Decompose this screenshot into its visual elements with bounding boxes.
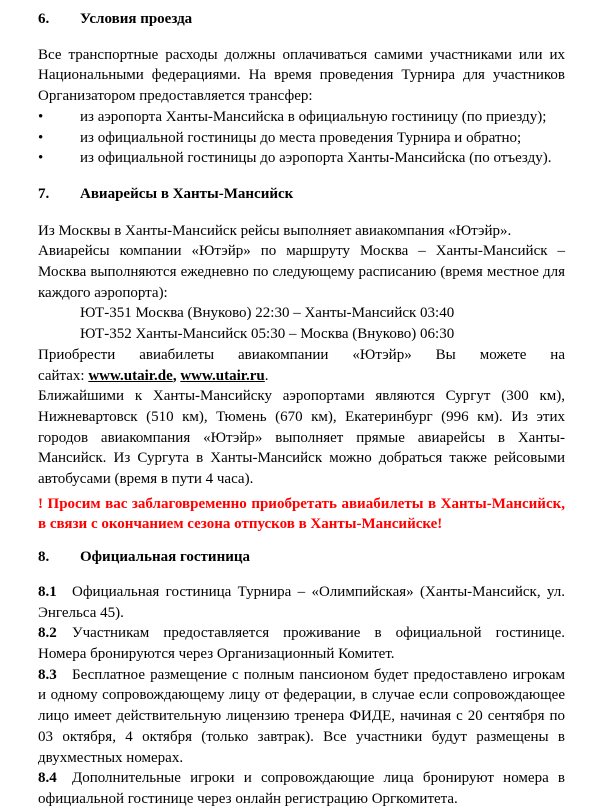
flight-schedule-line: ЮТ-352 Ханты-Мансийск 05:30 – Москва (Внуково) 06:30	[80, 326, 455, 343]
hotel-item-8-3	[38, 665, 565, 769]
transfer-bullet-item	[38, 107, 565, 128]
transfer-bullet-text: из официальной гостиницы до аэропорта Ханты-Мансийска (по отъезду).	[80, 150, 552, 167]
item-number: 8.4	[38, 770, 57, 787]
sites-label-text: сайтах:	[38, 367, 89, 384]
item-text: Бесплатное размещение с полным пансионом будет предоставлено игрокам и одному сопровождающему лицу от федерации, в случае если сопровождающее лицо имеет действительную лицензию тренера ФИДЕ, начиная с 20 сентября по 03 октября, 4 октября (только завтрак). Все участники будут размещены в двухместных номерах.	[38, 666, 565, 766]
flight-schedule-line: ЮТ-351 Москва (Внуково) 22:30 – Ханты-Мансийск 03:40	[80, 305, 455, 322]
section-8-number: 8.	[38, 549, 50, 566]
bullet-marker-icon: •	[38, 150, 44, 167]
tickets-sites-group	[38, 368, 269, 384]
transfer-bullet-item	[38, 148, 565, 169]
moscow-flights-paragraph: Из Москвы в Ханты-Мансийск рейсы выполняет авиакомпания «Ютэйр».	[38, 222, 512, 239]
schedule-intro-paragraph: Авиарейсы компании «Ютэйр» по маршруту Москва – Ханты-Мансийск – Москва выполняются ежедневно по следующему расписанию (время местное для каждого аэропорта):	[38, 243, 565, 301]
section-8-heading	[38, 547, 565, 568]
section-7-number: 7.	[38, 185, 50, 202]
item-text: Участникам предоставляется проживание в официальной гостинице. Номера бронируются через Организационный Комитет.	[38, 625, 565, 662]
tickets-paragraph	[38, 345, 565, 386]
item-number: 8.1	[38, 583, 57, 600]
bullet-marker-icon: •	[38, 108, 44, 125]
section-6-title: Условия проезда	[80, 11, 193, 27]
section-8-title: Официальная гостиница	[80, 549, 250, 566]
transfer-bullet-text: из аэропорта Ханты-Мансийска в официальную гостиницу (по приезду);	[80, 108, 547, 125]
hotel-item-8-2	[38, 623, 565, 664]
tickets-warning-text: ! Просим вас заблаговременно приобретать авиабилеты в Ханты-Мансийск, в связи с окончанием сезона отпусков в Ханты-Мансийске!	[38, 495, 565, 533]
transport-costs-paragraph: Все транспортные расходы должны оплачиваться самими участниками или их Национальными федерациями. На время проведения Турнира для участников Организатором предоставляется трансфер:	[38, 46, 565, 105]
nearest-airports-paragraph: Ближайшими к Ханты-Мансийску аэропортами являются Сургут (300 км), Нижневартовск (510 км), Тюмень (670 км), Екатеринбург (996 км). Из этих городов авиакомпания «Ютэйр» выполняет прямые авиарейсы в Ханты-Мансийск. Из Сургута в Ханты-Мансийск можно добраться также рейсовыми автобусами (время в пути 4 часа).	[38, 388, 565, 488]
utair-ru-link[interactable]: www.utair.ru	[180, 367, 265, 384]
item-text: Официальная гостиница Турнира – «Олимпийская» (Ханты-Мансийск, ул. Энгельса 45).	[38, 583, 565, 621]
section-7-heading	[38, 184, 565, 205]
section-6-number: 6.	[38, 11, 50, 27]
item-number: 8.3	[38, 666, 57, 683]
bullet-marker-icon: •	[38, 129, 44, 146]
hotel-item-8-4	[38, 768, 565, 809]
item-text: Дополнительные игроки и сопровождающие лица бронируют номера в официальной гостинице через онлайн регистрацию Оргкомитета.	[38, 770, 565, 807]
hotel-item-8-1	[38, 582, 565, 623]
item-number: 8.2	[38, 625, 57, 642]
section-6-heading	[38, 9, 565, 30]
tickets-suffix-text: .	[264, 367, 269, 384]
utair-de-link[interactable]: www.utair.de	[88, 367, 173, 384]
transfer-bullet-text: из официальной гостиницы до места проведения Турнира и обратно;	[80, 129, 522, 146]
section-7-title: Авиарейсы в Ханты-Мансийск	[80, 185, 294, 202]
transfer-bullet-item	[38, 128, 565, 149]
tickets-prefix-text: Приобрести авиабилеты авиакомпании «Ютэйр» Вы можете на	[38, 346, 565, 363]
link-separator-text: ,	[172, 367, 181, 384]
